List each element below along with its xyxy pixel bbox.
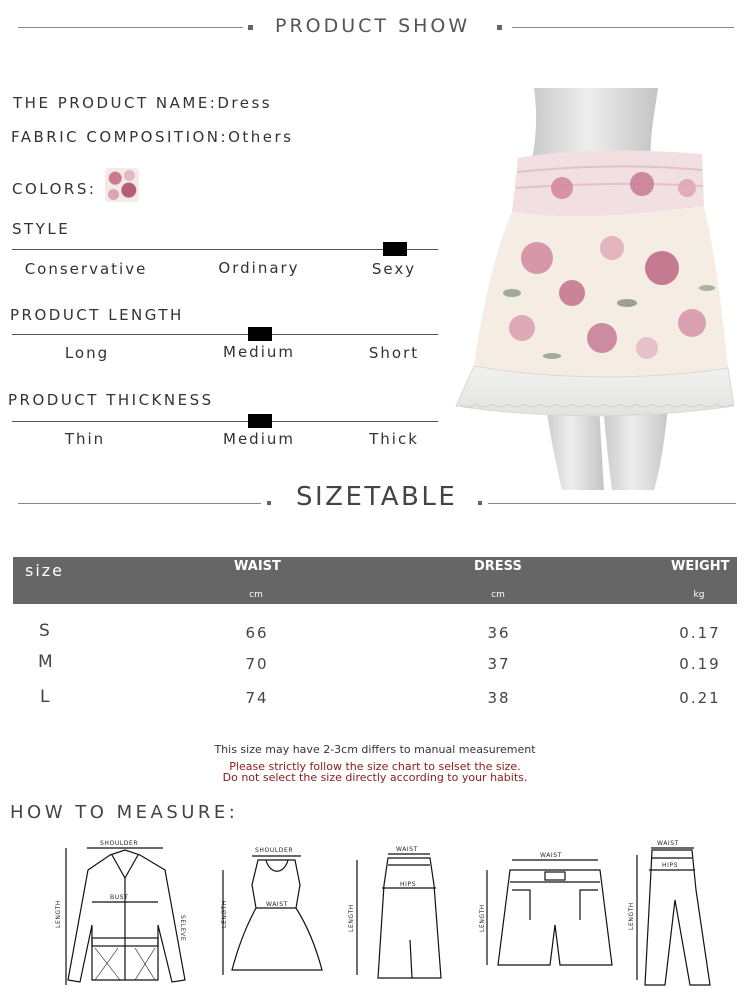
cell-size: L (40, 687, 50, 707)
divider-line (18, 27, 243, 28)
cell-weight: 0.17 (679, 624, 721, 642)
scale-title: STYLE (12, 220, 71, 238)
col-header-size: size (25, 561, 65, 580)
cell-dress: 38 (487, 689, 511, 707)
scale-track (12, 421, 438, 422)
scale-track (12, 249, 438, 250)
diagram-label-shoulder: SHOULDER (255, 847, 294, 854)
diagram-label-length: LENGTH (55, 900, 62, 928)
scale-option: Long (64, 344, 110, 362)
diagram-label-bust: BUST (110, 894, 129, 901)
scale-option: Conservative (24, 260, 148, 278)
scale-option: Short (368, 344, 420, 362)
colors-label: COLORS: (12, 180, 97, 198)
product-name-value: Dress (217, 94, 273, 112)
diagram-label-hips: HIPS (400, 881, 417, 888)
fabric-value: Others (228, 128, 294, 146)
color-swatch-floral[interactable] (105, 168, 139, 202)
scale-marker (248, 414, 272, 428)
product-name-label: THE PRODUCT NAME: (13, 94, 218, 112)
product-name-row (13, 94, 272, 112)
unit-dress: cm (491, 590, 505, 600)
cell-size: M (38, 652, 53, 672)
cell-waist: 74 (245, 689, 269, 707)
scale-option: Medium (223, 430, 295, 448)
col-header-weight: WEIGHT (671, 559, 730, 574)
diagram-label-length: LENGTH (479, 904, 486, 932)
diagram-label-selleve: SELEVE (179, 915, 186, 942)
unit-weight: kg (693, 590, 705, 600)
divider-line (512, 27, 734, 28)
divider-dot (248, 25, 253, 30)
col-header-dress: DRESS (474, 559, 522, 574)
divider-dot (267, 501, 271, 505)
scale-track (12, 334, 438, 335)
divider-line (488, 503, 736, 504)
diagram-label-length: LENGTH (221, 900, 228, 928)
cell-size: S (39, 621, 50, 641)
divider-dot (497, 25, 502, 30)
section-title: PRODUCT SHOW (275, 15, 471, 37)
how-to-measure-title: HOW TO MEASURE: (10, 802, 239, 823)
scale-option: Medium (223, 343, 295, 361)
cell-dress: 36 (487, 624, 511, 642)
scale-option: Thin (64, 430, 106, 448)
cell-weight: 0.21 (679, 689, 721, 707)
diagram-label-shoulder: SHOULDER (100, 840, 139, 847)
divider-dot (478, 501, 482, 505)
diagram-label-waist: WAIST (657, 840, 679, 847)
scale-option: Thick (369, 430, 419, 448)
diagram-label-waist: WAIST (396, 846, 418, 853)
scale-option: Sexy (371, 260, 417, 278)
cell-waist: 70 (245, 655, 269, 673)
fabric-label: FABRIC COMPOSITION: (11, 128, 229, 146)
cell-weight: 0.19 (679, 655, 721, 673)
cell-dress: 37 (487, 655, 511, 673)
warning-note: Please strictly follow the size chart to selset the size. (229, 760, 521, 773)
divider-line (18, 503, 261, 504)
scale-marker (248, 327, 272, 341)
scale-title: PRODUCT LENGTH (10, 306, 184, 324)
diagram-label-waist: WAIST (540, 852, 562, 859)
diagram-label-hips: HIPS (662, 862, 679, 869)
measurement-note: This size may have 2-3cm differs to manual measurement (214, 743, 536, 756)
section-title: SIZETABLE (296, 482, 458, 512)
diagram-label-waist: WAIST (266, 901, 288, 908)
scale-marker (383, 242, 407, 256)
cell-waist: 66 (245, 624, 269, 642)
dress-diagram (223, 856, 322, 975)
measure-diagrams (0, 830, 750, 1000)
col-header-waist: WAIST (234, 559, 281, 574)
unit-waist: cm (249, 590, 263, 600)
jacket-diagram (66, 848, 185, 985)
fabric-row (11, 128, 293, 146)
shorts-diagram (487, 860, 612, 965)
diagram-label-length: LENGTH (628, 902, 635, 930)
product-photo (452, 88, 740, 490)
warning-note: Do not select the size directly according to your habits. (222, 771, 528, 784)
scale-title: PRODUCT THICKNESS (8, 391, 214, 409)
scale-option: Ordinary (218, 259, 300, 277)
diagram-label-length: LENGTH (348, 904, 355, 932)
skirt-diagram (357, 854, 441, 978)
size-table-header-row (13, 557, 737, 604)
